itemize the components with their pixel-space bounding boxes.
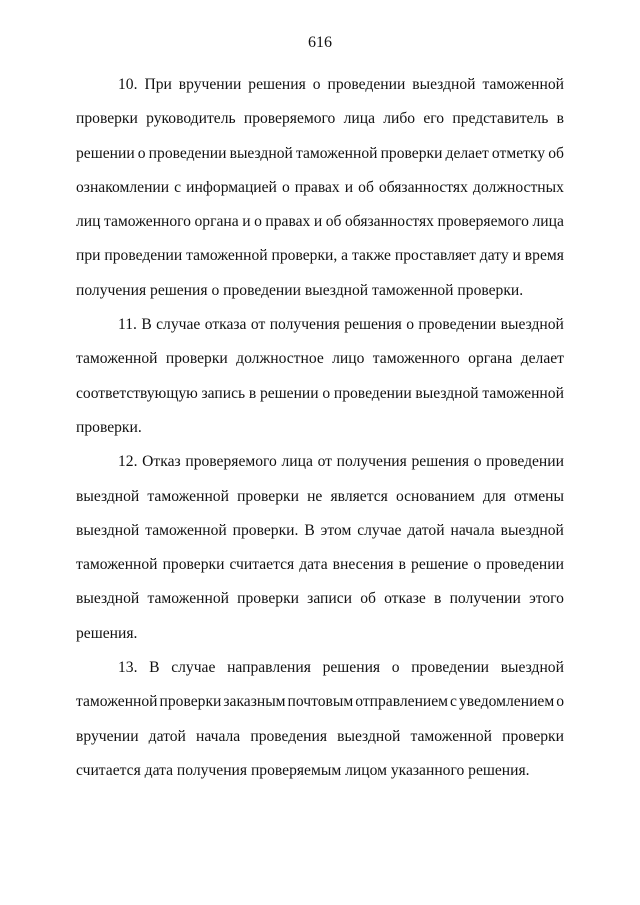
word: обязанностях [344, 213, 434, 231]
word: проставляет [394, 247, 476, 265]
word: проверки [502, 727, 564, 745]
word: случае [357, 521, 402, 539]
word: органа [194, 213, 239, 231]
paragraph-line [76, 342, 564, 376]
word: проверки [165, 350, 228, 368]
word: лиц [76, 213, 101, 231]
word: таможенной [410, 727, 493, 745]
paragraph-12 [76, 445, 564, 651]
word: таможенной [76, 693, 158, 711]
word: о [473, 453, 482, 471]
word: лица [343, 110, 375, 128]
word: о [254, 213, 262, 231]
paragraph-line [76, 720, 564, 754]
paragraph-line [76, 445, 564, 479]
word: выездной [412, 76, 476, 93]
word: проведении [327, 76, 406, 93]
word: проверки [159, 693, 222, 711]
word: лицо [332, 350, 365, 368]
word: решения [322, 659, 381, 677]
word: проведении [104, 247, 183, 265]
paragraph-line: считается дата получения проверяемым лицом указанного решения. [76, 761, 530, 779]
word: получения [336, 453, 407, 471]
word: не [307, 487, 323, 505]
paragraph-line [76, 582, 564, 616]
word: таможенной [482, 384, 564, 402]
word: о [322, 384, 331, 402]
word: для [482, 487, 506, 505]
paragraph-10 [76, 68, 564, 308]
word: решения [248, 76, 306, 93]
word: таможенной [76, 350, 158, 368]
word: и [512, 247, 521, 265]
word: уведомлением [458, 693, 555, 711]
word: считается [229, 556, 295, 574]
word: от [317, 453, 332, 471]
word: начала [195, 727, 241, 745]
page-number: 616 [308, 34, 332, 51]
word: правах [265, 213, 311, 231]
word: делает [520, 350, 564, 368]
paragraph-11 [76, 308, 564, 445]
word: запись [201, 384, 246, 402]
word: также [351, 247, 391, 265]
word: обязанностях [378, 178, 468, 196]
word: а [341, 247, 349, 265]
paragraph-line [76, 548, 564, 582]
word: Отказ [142, 453, 181, 471]
word: проверяемого [185, 453, 277, 471]
word: проведении [148, 144, 227, 162]
word: проверки. [232, 521, 299, 539]
word: выездной [500, 316, 564, 334]
word: решение [411, 556, 469, 574]
word: вручении [76, 727, 139, 745]
word: датой [148, 727, 186, 745]
word: проведения [250, 727, 327, 745]
word: датой [407, 521, 445, 539]
word: отказе [384, 590, 426, 608]
word: проверяемого [437, 213, 529, 231]
word: этом [320, 521, 352, 539]
word: 11. [118, 316, 137, 334]
word: время [524, 247, 564, 265]
paragraph-line: проверки. [76, 418, 142, 436]
word: почтовым [287, 693, 354, 711]
word: таможенной [186, 247, 268, 265]
word: проведении [333, 384, 412, 402]
word: вручении [178, 76, 242, 93]
word: решения [411, 453, 470, 471]
word: 13. [118, 659, 138, 677]
word: основанием [395, 487, 475, 505]
word: В [149, 659, 160, 677]
word: о [281, 178, 290, 196]
word: об [360, 590, 376, 608]
word: получении [449, 590, 521, 608]
word: таможенной [145, 521, 227, 539]
word: таможенного [372, 350, 460, 368]
word: должностных [472, 178, 564, 196]
word: и [242, 213, 251, 231]
word: об [358, 178, 374, 196]
paragraph-line [76, 171, 564, 205]
word: с [174, 178, 182, 196]
paragraph-line [76, 205, 564, 239]
word: выездной [500, 521, 564, 539]
word: и [313, 213, 323, 231]
word: решения [344, 316, 402, 334]
word: при [76, 247, 101, 265]
word: таможенной [76, 556, 158, 574]
word: случае [156, 316, 201, 334]
word: получения [269, 316, 340, 334]
word: отказа [204, 316, 247, 334]
word: В [141, 316, 152, 334]
word: с [450, 693, 457, 711]
word: направления [227, 659, 311, 677]
word: об [548, 144, 564, 162]
word: соответствующую [76, 384, 198, 402]
paragraph-line [76, 137, 564, 171]
paragraph-line [76, 239, 564, 273]
word: дату [479, 247, 509, 265]
paragraph-line [76, 377, 564, 411]
word: представитель [452, 110, 549, 128]
word: выездной [76, 521, 140, 539]
paragraph-line: получения решения о проведении выездной таможенной проверки. [76, 281, 524, 299]
word: о [137, 144, 146, 162]
word: в [248, 384, 257, 402]
word: отправлением [355, 693, 449, 711]
word: о [406, 316, 414, 334]
word: 12. [118, 453, 138, 471]
word: о [473, 556, 482, 574]
word: 10. [118, 76, 138, 93]
word: дата [299, 556, 328, 574]
word: В [304, 521, 315, 539]
word: При [144, 76, 172, 93]
word: руководитель [146, 110, 236, 128]
paragraph-line [76, 308, 564, 342]
paragraph-line [76, 480, 564, 514]
word: проверки [380, 144, 443, 162]
word: проведении [486, 556, 564, 574]
word: решении [76, 144, 135, 162]
word: записи [307, 590, 353, 608]
word: выездной [229, 144, 293, 162]
word: отметку [491, 144, 546, 162]
word: выездной [500, 659, 564, 677]
word: начала [450, 521, 495, 539]
word: проверки [237, 487, 299, 505]
word: о [391, 659, 400, 677]
word: проверки [237, 590, 299, 608]
paragraph-line: решения. [76, 624, 138, 642]
word: ознакомлении [76, 178, 170, 196]
word: выездной [76, 590, 140, 608]
document-body [76, 68, 564, 788]
word: является [330, 487, 388, 505]
word: проведении [418, 316, 497, 334]
word: таможенной [482, 76, 564, 93]
word: этого [529, 590, 564, 608]
word: о [312, 76, 321, 93]
word: решении [259, 384, 319, 402]
word: заказным [223, 693, 286, 711]
word: выездной [415, 384, 479, 402]
word: органа [468, 350, 513, 368]
paragraph-line [76, 68, 564, 102]
word: случае [171, 659, 216, 677]
word: проверяемого [243, 110, 336, 128]
paragraph-line [76, 514, 564, 548]
word: в [398, 556, 406, 574]
word: о [556, 693, 564, 711]
word: внесения [332, 556, 394, 574]
paragraph-line [76, 651, 564, 685]
word: делает [445, 144, 489, 162]
word: его [423, 110, 445, 128]
word: проверки, [271, 247, 338, 265]
word: проведении [486, 453, 564, 471]
word: об [325, 213, 342, 231]
word: таможенного [104, 213, 191, 231]
paragraph-line [76, 685, 564, 719]
word: проведении [411, 659, 490, 677]
word: выездной [76, 487, 140, 505]
word: лица [281, 453, 313, 471]
word: правах [294, 178, 340, 196]
word: лица [532, 213, 564, 231]
word: и [344, 178, 354, 196]
word: от [250, 316, 266, 334]
word: выездной [337, 727, 401, 745]
word: таможенной [147, 590, 229, 608]
word: таможенной [295, 144, 378, 162]
word: отмены [513, 487, 564, 505]
word: должностное [236, 350, 324, 368]
word: таможенной [147, 487, 229, 505]
word: информацией [186, 178, 277, 196]
word: проверки [76, 110, 138, 128]
word: в [556, 110, 564, 128]
word: в [434, 590, 442, 608]
word: проверки [162, 556, 225, 574]
paragraph-13 [76, 651, 564, 788]
paragraph-line [76, 102, 564, 136]
word: либо [383, 110, 416, 128]
